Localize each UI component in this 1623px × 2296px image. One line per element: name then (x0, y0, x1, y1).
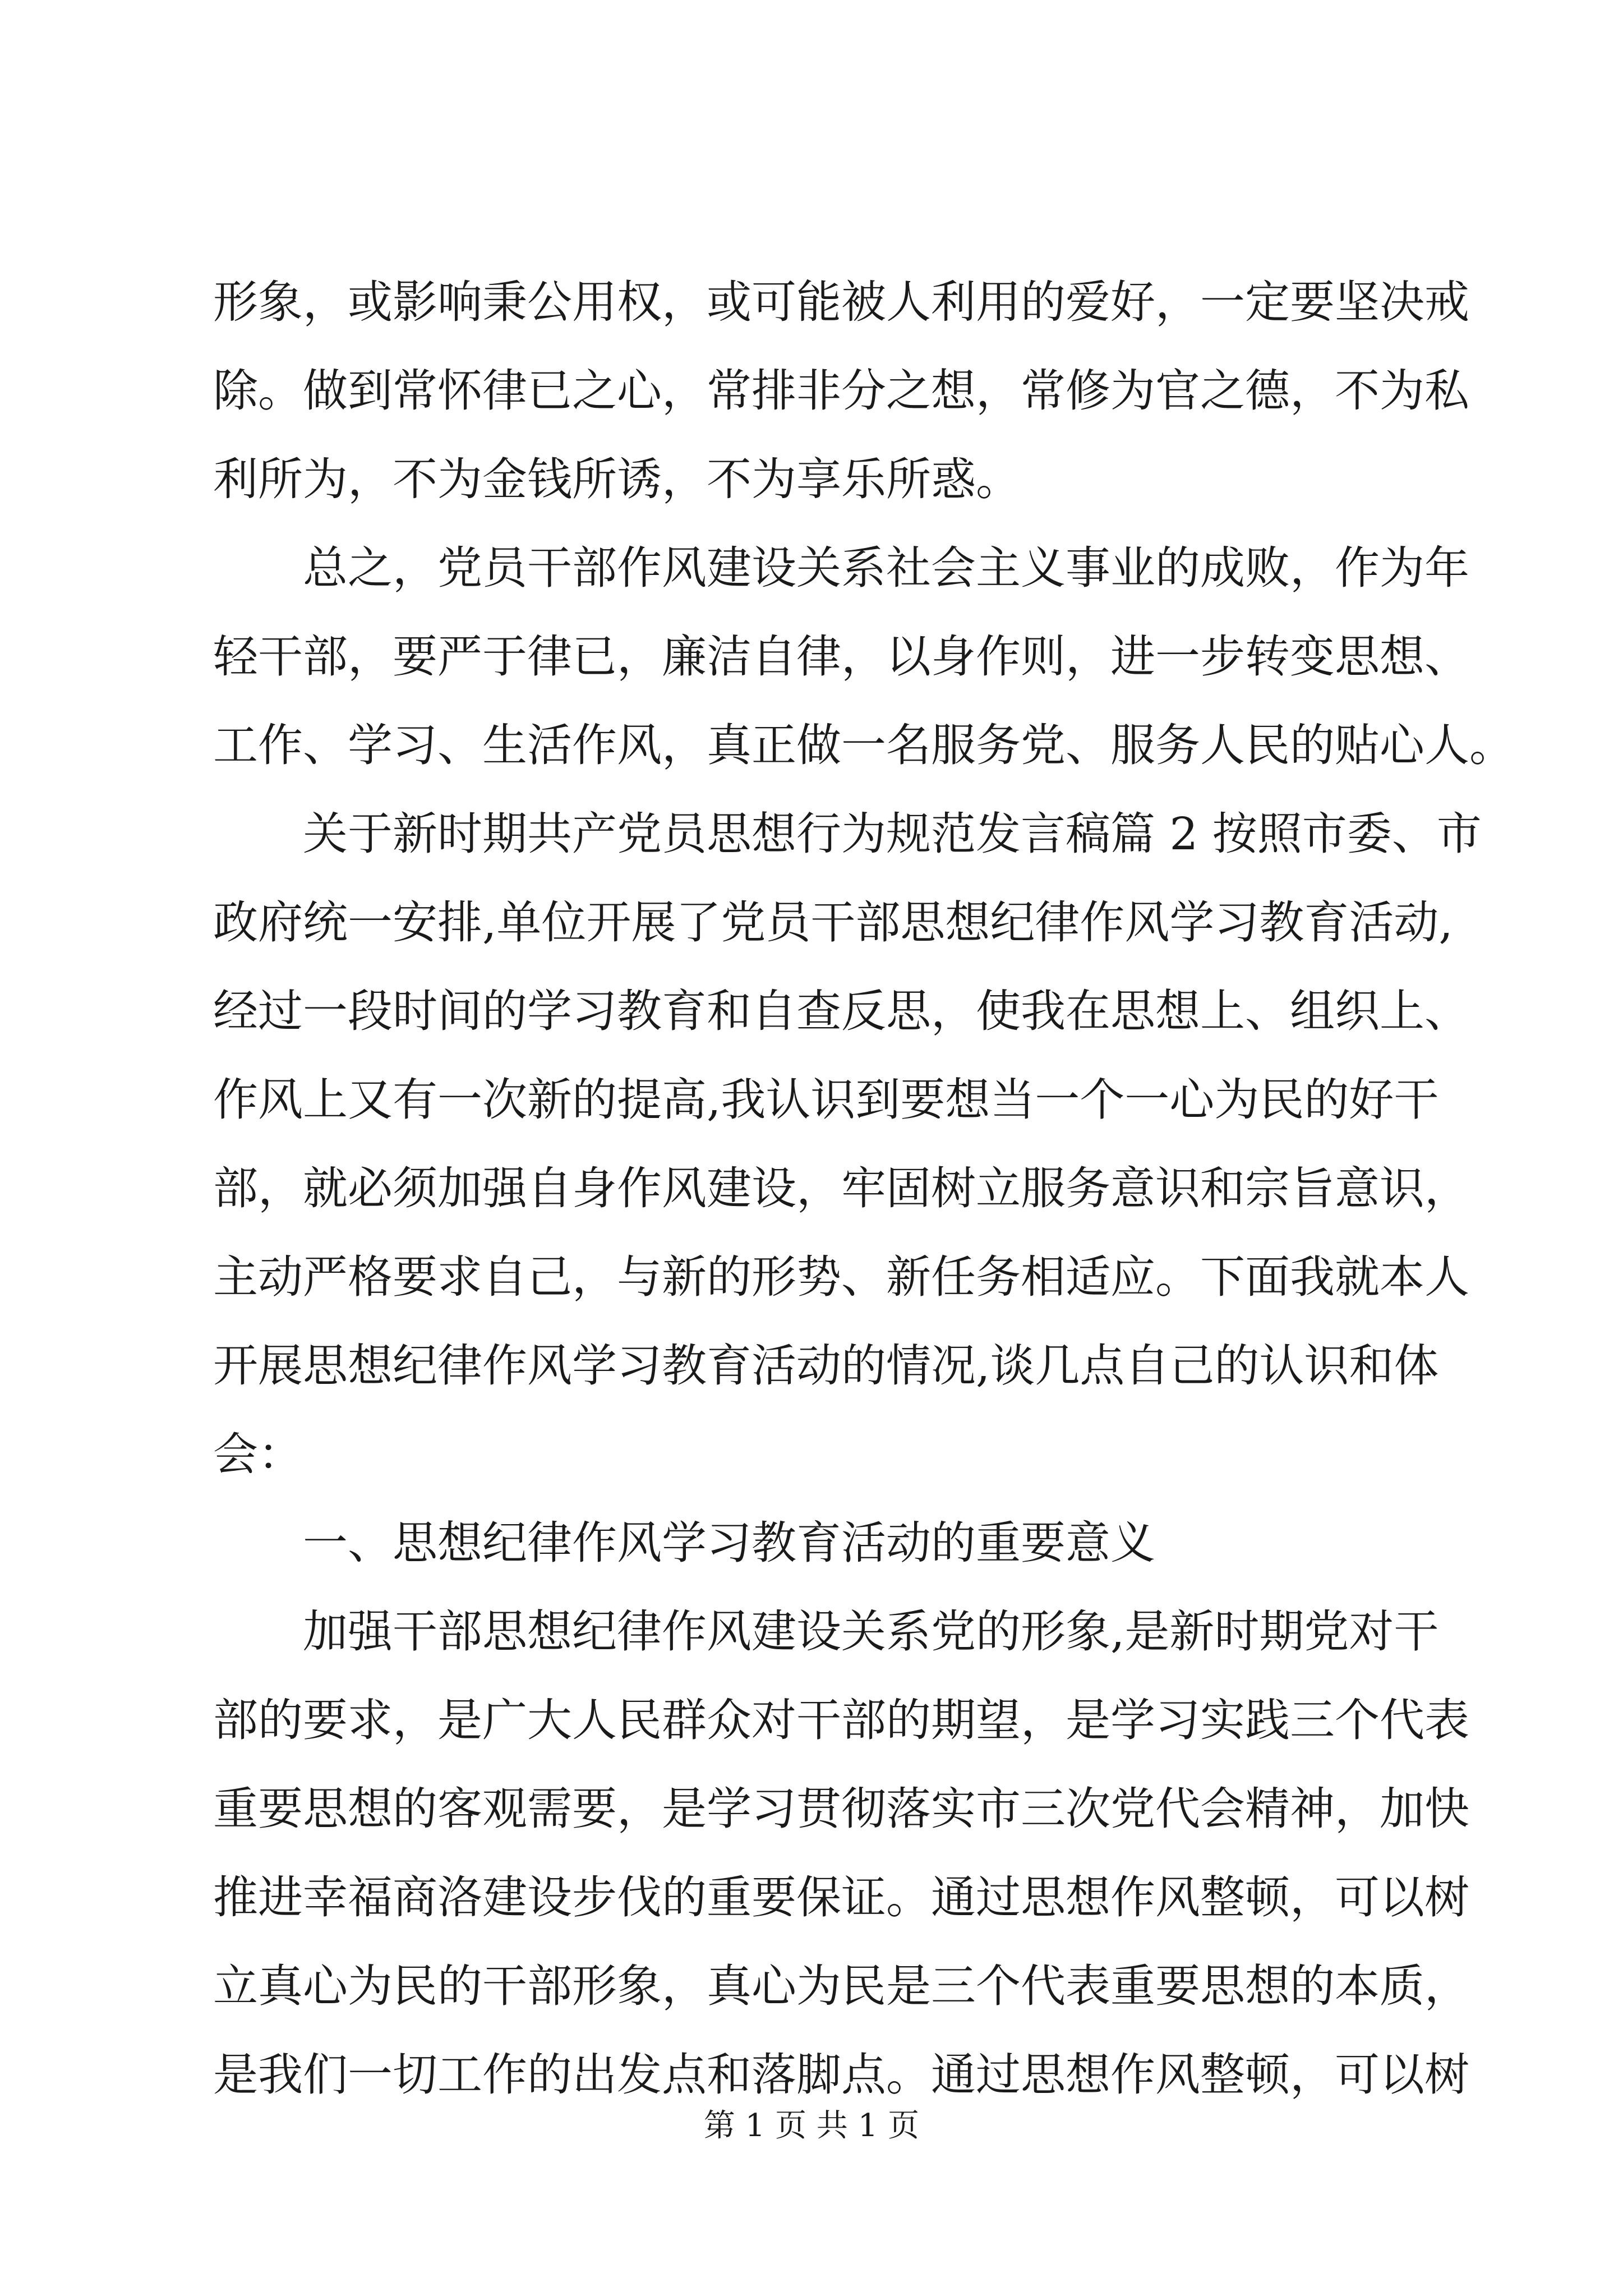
section-heading: 一、思想纪律作风学习教育活动的重要意义 (303, 1517, 1155, 1569)
text-line: 工作、学习、生活作风，真正做一名服务党、服务人民的贴心人。 (213, 719, 1514, 771)
text-line: 经过一段时间的学习教育和自查反思，使我在思想上、组织上、 (213, 985, 1469, 1037)
text-line: 重要思想的客观需要，是学习贯彻落实市三次党代会精神，加快 (213, 1783, 1469, 1835)
text-line: 部，就必须加强自身作风建设，牢固树立服务意识和宗旨意识， (213, 1162, 1469, 1214)
text-line: 政府统一安排,单位开展了党员干部思想纪律作风学习教育活动, (213, 896, 1453, 949)
text-line: 会： (213, 1428, 303, 1480)
body-text (213, 258, 1514, 2119)
page-number-footer: 第 1 页 共 1 页 (703, 2108, 920, 2144)
text-line: 推进幸福商洛建设步伐的重要保证。通过思想作风整顿，可以树 (213, 1871, 1469, 1924)
text-line: 立真心为民的干部形象，真心为民是三个代表重要思想的本质， (213, 1960, 1469, 2012)
text-line: 作风上又有一次新的提高,我认识到要想当一个一心为民的好干 (213, 1074, 1439, 1126)
paragraph-start-line: 加强干部思想纪律作风建设关系党的形象,是新时期党对干 (303, 1605, 1439, 1658)
paragraph-start-line: 总之，党员干部作风建设关系社会主义事业的成败，作为年 (303, 542, 1469, 594)
text-line: 轻干部，要严于律已，廉洁自律，以身作则，进一步转变思想、 (213, 631, 1469, 683)
text-line: 除。做到常怀律已之心，常排非分之想，常修为官之德，不为私 (213, 365, 1469, 417)
text-line: 部的要求，是广大人民群众对干部的期望，是学习实践三个代表 (213, 1694, 1469, 1746)
paragraph-start-line: 关于新时期共产党员思想行为规范发言稿篇 2 按照市委、市 (303, 808, 1482, 860)
text-line: 形象，或影响秉公用权，或可能被人利用的爱好，一定要坚决戒 (213, 276, 1469, 328)
text-line: 开展思想纪律作风学习教育活动的情况,谈几点自己的认识和体 (213, 1340, 1439, 1392)
text-line: 主动严格要求自己，与新的形势、新任务相适应。下面我就本人 (213, 1251, 1469, 1303)
text-line: 是我们一切工作的出发点和落脚点。通过思想作风整顿，可以树 (213, 2049, 1469, 2101)
text-line: 利所为，不为金钱所诱，不为享乐所惑。 (213, 453, 1021, 505)
